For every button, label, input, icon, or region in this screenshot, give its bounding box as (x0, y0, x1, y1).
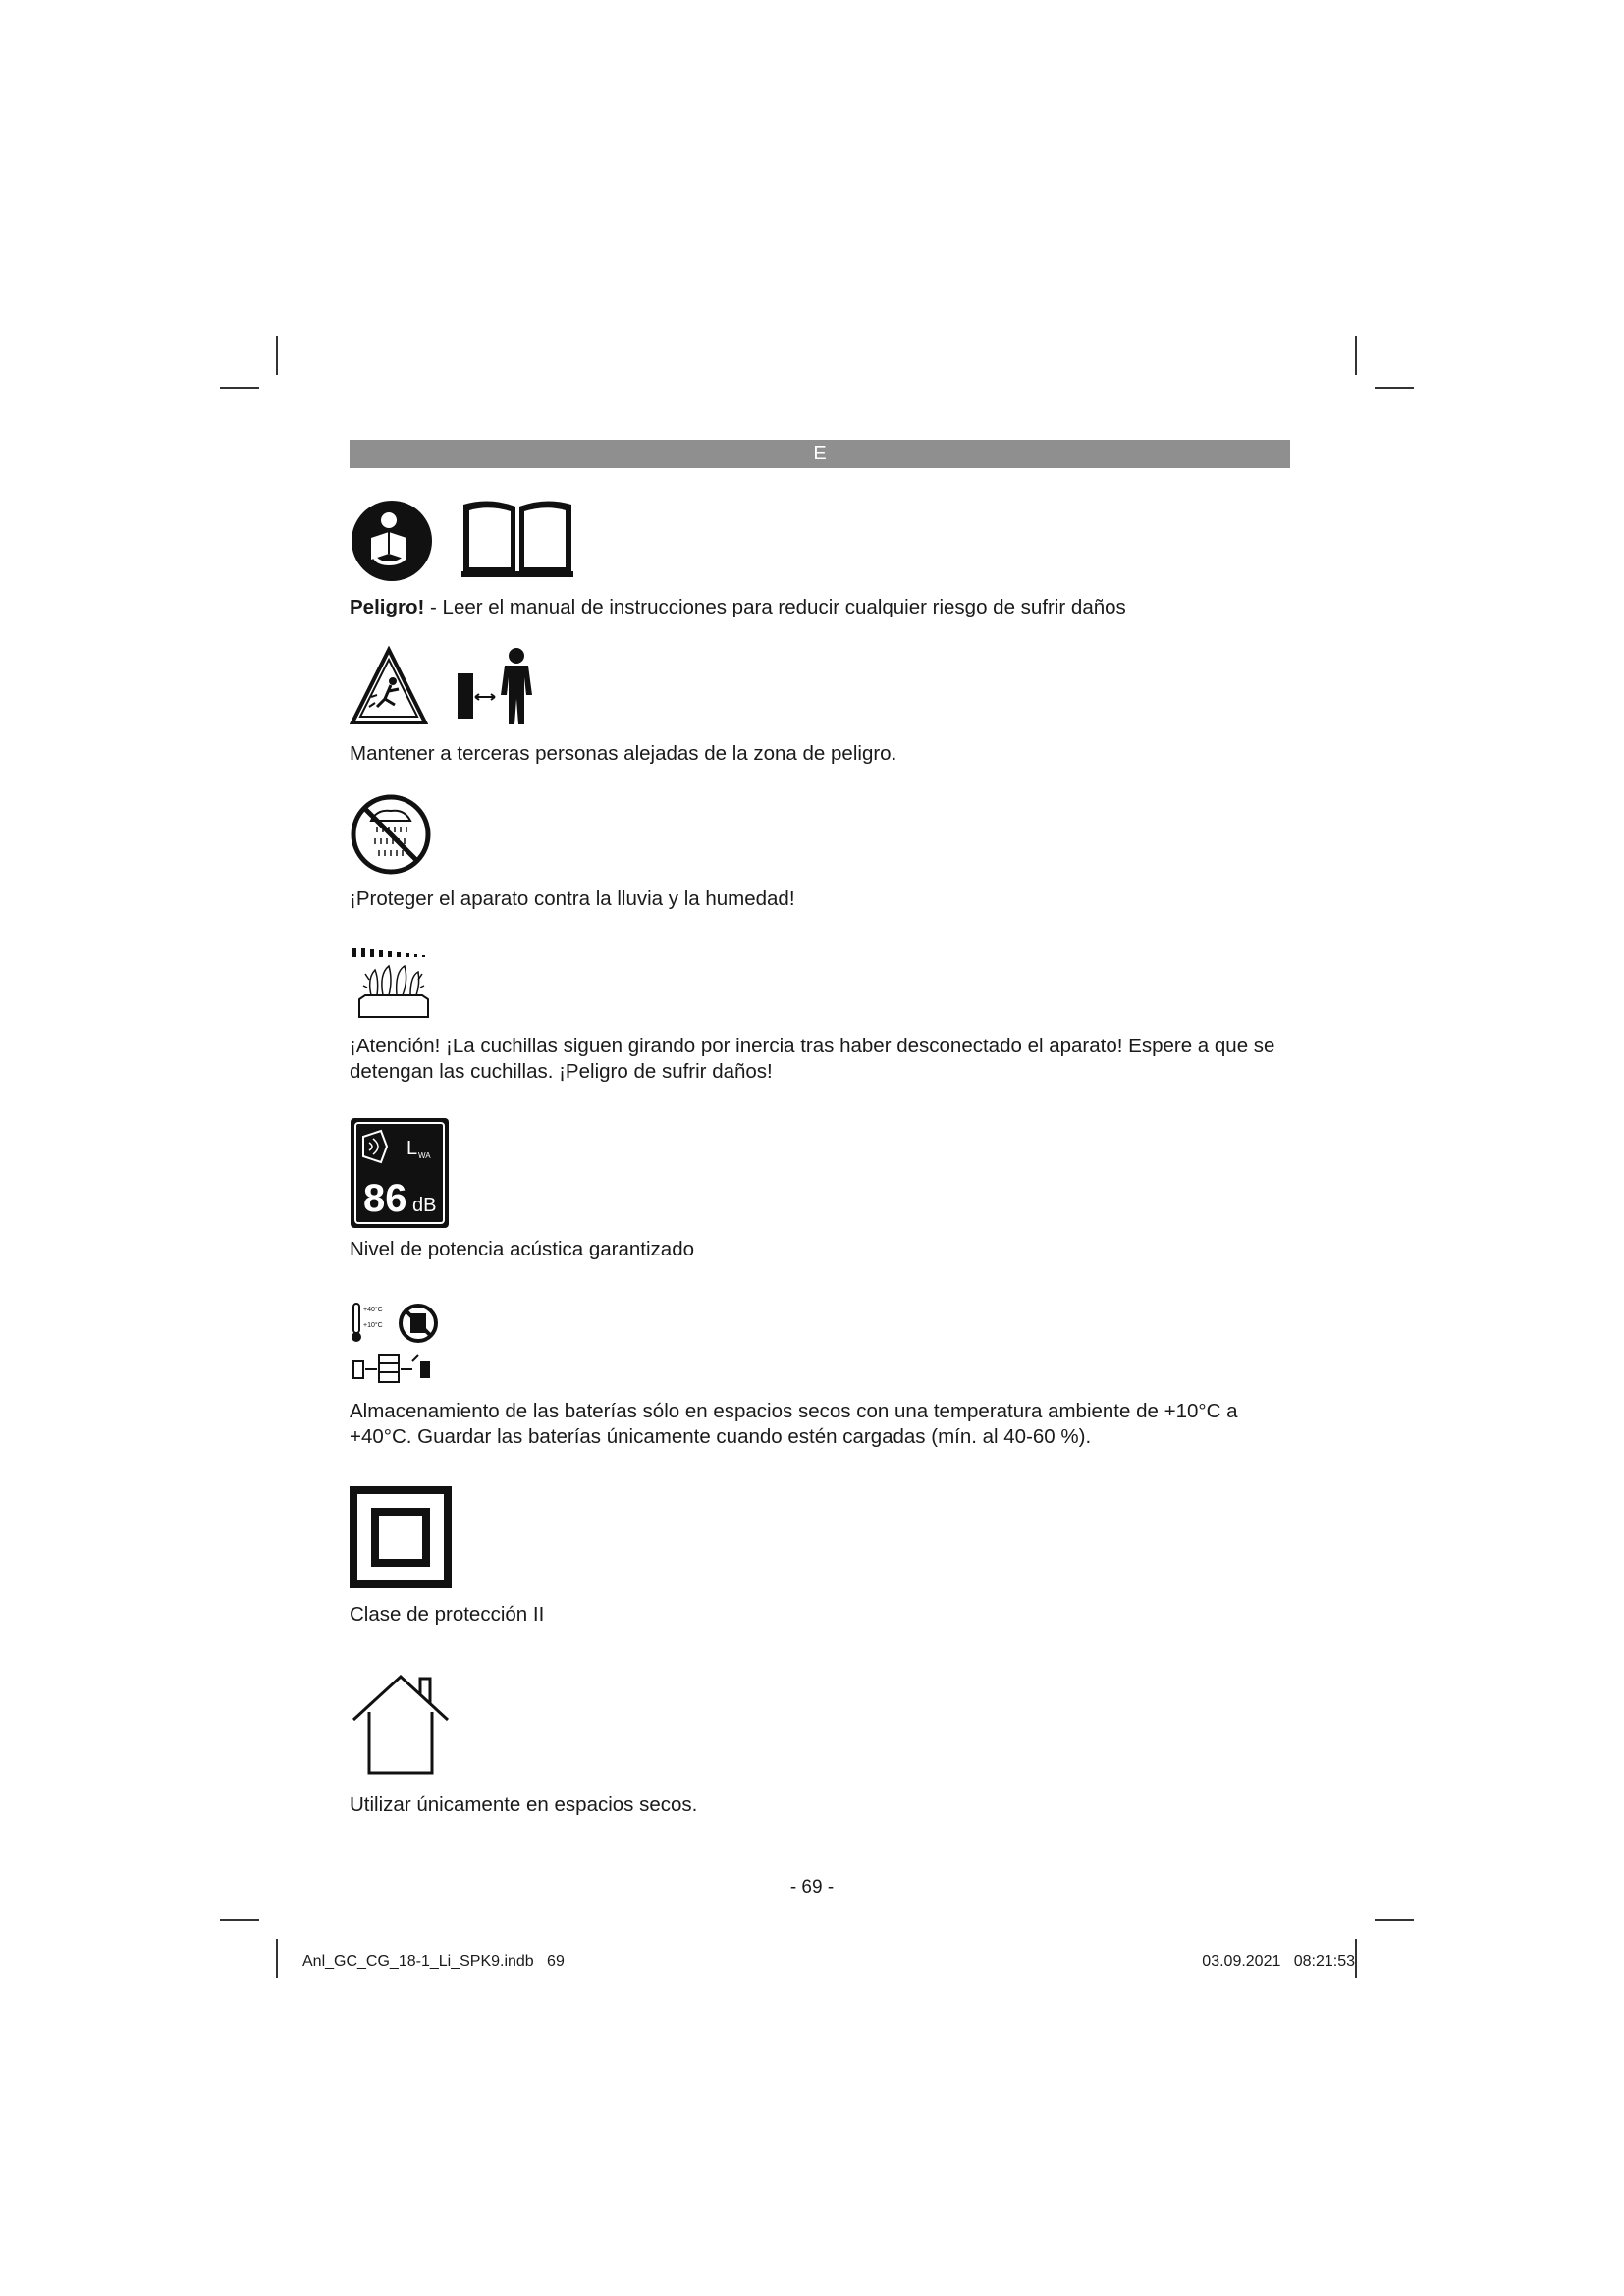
crop-mark (1355, 1939, 1357, 1978)
caption-manual (350, 595, 1292, 620)
icon-row-sound (350, 1117, 471, 1229)
caption-sound: Nivel de potencia acústica garantizado (350, 1238, 694, 1260)
open-book-icon (460, 499, 575, 579)
caption-text: - Leer el manual de instrucciones para reducir cualquier riesgo de sufrir daños (424, 596, 1126, 618)
caption-protection-class: Clase de protección II (350, 1603, 545, 1626)
caption-indoor: Utilizar únicamente en espacios secos. (350, 1793, 698, 1816)
sound-sub: WA (418, 1151, 431, 1160)
crop-mark (1375, 1919, 1414, 1921)
icon-row-indoor (350, 1675, 473, 1777)
no-rain-icon (350, 793, 432, 876)
temp-high: +40°C (363, 1307, 383, 1313)
sound-value: 86 (363, 1177, 407, 1220)
crop-mark (276, 336, 278, 375)
caption-battery-storage: Almacenamiento de las baterías sólo en espacios secos con una temperatura ambiente de +10°C a +40°C. Guardar las baterías únicamente cuando estén cargadas (mín. al 40-60 %). (350, 1400, 1238, 1448)
warning-thrown-objects-icon (350, 646, 428, 726)
icon-row-manual (350, 499, 597, 583)
house-icon (350, 1675, 452, 1777)
rotating-blades-icon (350, 940, 438, 1021)
footer-timestamp: 03.09.2021 08:21:53 (1202, 1953, 1355, 1970)
caption-bystanders: Mantener a terceras personas alejadas de la zona de peligro. (350, 742, 897, 765)
protection-class-ii-icon (350, 1486, 452, 1588)
crop-mark (220, 387, 259, 389)
sound-power-level-icon (350, 1117, 450, 1229)
caption-blades: ¡Atención! ¡La cuchillas siguen girando por inercia tras haber desconectado el aparato! Espere a que se detengan las cuchillas. ¡Peligro de sufrir daños! (350, 1035, 1275, 1083)
caption-rain: ¡Proteger el aparato contra la lluvia y la humedad! (350, 887, 795, 910)
icon-row-blades (350, 940, 460, 1021)
danger-lead: Peligro! (350, 596, 425, 618)
sound-label: L (406, 1138, 418, 1159)
crop-mark (1355, 336, 1357, 375)
language-header-bar: E (350, 440, 1290, 468)
crop-mark (220, 1919, 259, 1921)
icon-row-rain (350, 793, 454, 876)
icon-row-bystanders (350, 646, 560, 728)
safety-distance-icon (454, 646, 538, 728)
icon-row-protection-class (350, 1486, 473, 1588)
read-manual-icon (350, 499, 434, 583)
temp-low: +10°C (363, 1322, 383, 1329)
crop-mark (1375, 387, 1414, 389)
icon-row-battery-storage (350, 1302, 461, 1386)
page-number: - 69 - (789, 1877, 835, 1897)
sound-unit: dB (412, 1195, 437, 1216)
footer-file: Anl_GC_CG_18-1_Li_SPK9.indb 69 (302, 1953, 565, 1970)
crop-mark (276, 1939, 278, 1978)
battery-storage-icon (350, 1302, 440, 1386)
